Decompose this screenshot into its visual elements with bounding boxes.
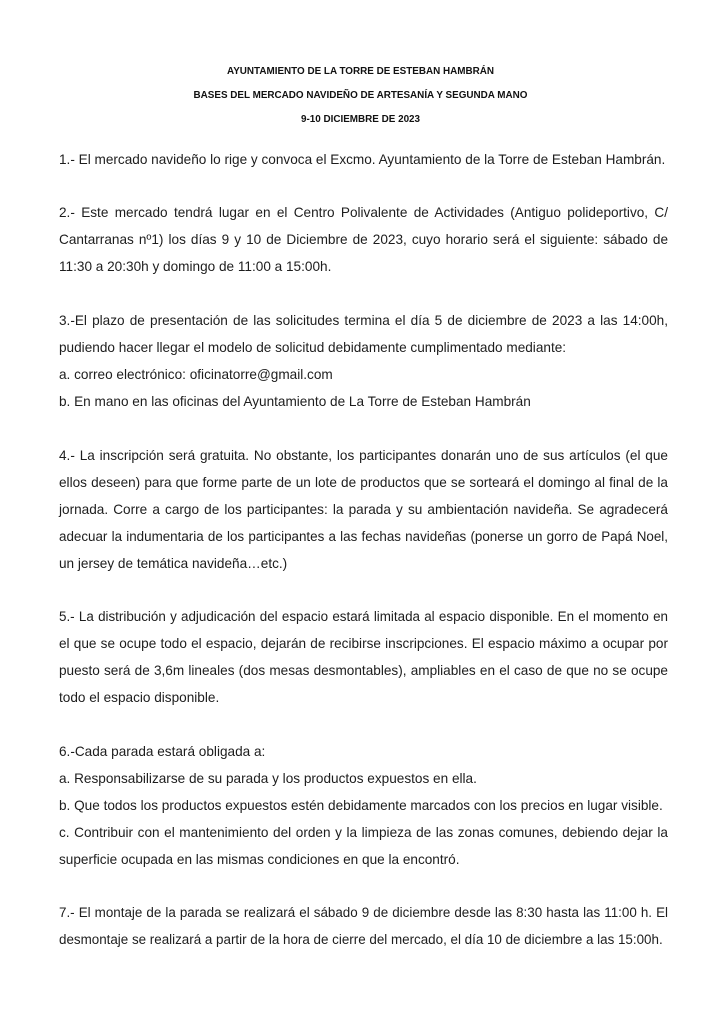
section-4 [59,442,668,577]
section-6 [59,738,668,873]
section-4-line-5: un jersey de temática navideña…etc.) [59,556,288,571]
section-5-line-2: el que se ocupe todo el espacio, dejarán de recibirse inscripciones. El espacio máximo a ocupar por [59,636,668,651]
section-4-line-3: jornada. Corre a cargo de los participantes: la parada y su ambientación navideña. Se agradecerá [59,502,668,517]
section-1-line-1: 1.- El mercado navideño lo rige y convoca el Excmo. Ayuntamiento de la Torre de Esteban Hambrán. [59,152,666,167]
section-4-line-4: adecuar la indumentaria de los participantes a las fechas navideñas (ponerse un gorro de Papá Noel, [59,529,668,544]
section-2-line-2: Cantarranas nº1) los días 9 y 10 de Diciembre de 2023, cuyo horario será el siguiente: sábado de [59,232,668,247]
section-3-line-1: 3.-El plazo de presentación de las solicitudes termina el día 5 de diciembre de 2023 a las 14:00h, [59,313,668,328]
header-date-line: 9-10 DICIEMBRE DE 2023 [300,114,421,125]
section-5-line-4: todo el espacio disponible. [59,690,220,705]
section-5 [59,603,668,711]
section-3-item-a: a. correo electrónico: oficinatorre@gmail.com [59,367,333,382]
section-7-line-2: desmontaje se realizará a partir de la hora de cierre del mercado, el día 10 de diciembre a las 15:00h. [59,932,663,947]
section-6-item-c-line-2: superficie ocupada en las mismas condiciones en que la encontró. [59,852,460,867]
section-2 [59,199,668,280]
section-2-line-1: 2.- Este mercado tendrá lugar en el Centro Polivalente de Actividades (Antiguo polideportivo, C/ [59,205,668,220]
section-5-line-1: 5.- La distribución y adjudicación del espacio estará limitada al espacio disponible. En el momento en [59,609,668,624]
section-3-item-b: b. En mano en las oficinas del Ayuntamiento de La Torre de Esteban Hambrán [59,394,531,409]
section-5-line-3: puesto será de 3,6m lineales (dos mesas desmontables), ampliables en el caso de que no se ocupe [59,663,668,678]
section-6-item-a: a. Responsabilizarse de su parada y los productos expuestos en ella. [59,771,477,786]
section-4-line-1: 4.- La inscripción será gratuita. No obstante, los participantes donarán uno de sus artículos (el que [59,448,668,463]
section-6-line-1: 6.-Cada parada estará obligada a: [59,744,266,759]
section-4-line-2: ellos deseen) para que forme parte de un lote de productos que se sorteará el domingo al final de la [59,475,668,490]
section-7 [59,899,668,953]
header-title-line-2: BASES DEL MERCADO NAVIDEÑO DE ARTESANÍA Y SEGUNDA MANO [193,90,528,101]
section-6-item-c-line-1: c. Contribuir con el mantenimiento del orden y la limpieza de las zonas comunes, debiendo dejar la [59,825,668,840]
section-1 [59,146,668,173]
section-2-line-3: 11:30 a 20:30h y domingo de 11:00 a 15:00h. [59,259,332,274]
section-3 [59,307,668,415]
header-title-line-1: AYUNTAMIENTO DE LA TORRE DE ESTEBAN HAMBRÁN [226,66,494,77]
document-header [0,60,721,132]
section-7-line-1: 7.- El montaje de la parada se realizará el sábado 9 de diciembre desde las 8:30 hasta las 11:00 h. El [59,905,668,920]
section-3-line-2: pudiendo hacer llegar el modelo de solicitud debidamente cumplimentado mediante: [59,340,567,355]
section-6-item-b: b. Que todos los productos expuestos estén debidamente marcados con los precios en lugar visible. [59,798,663,813]
